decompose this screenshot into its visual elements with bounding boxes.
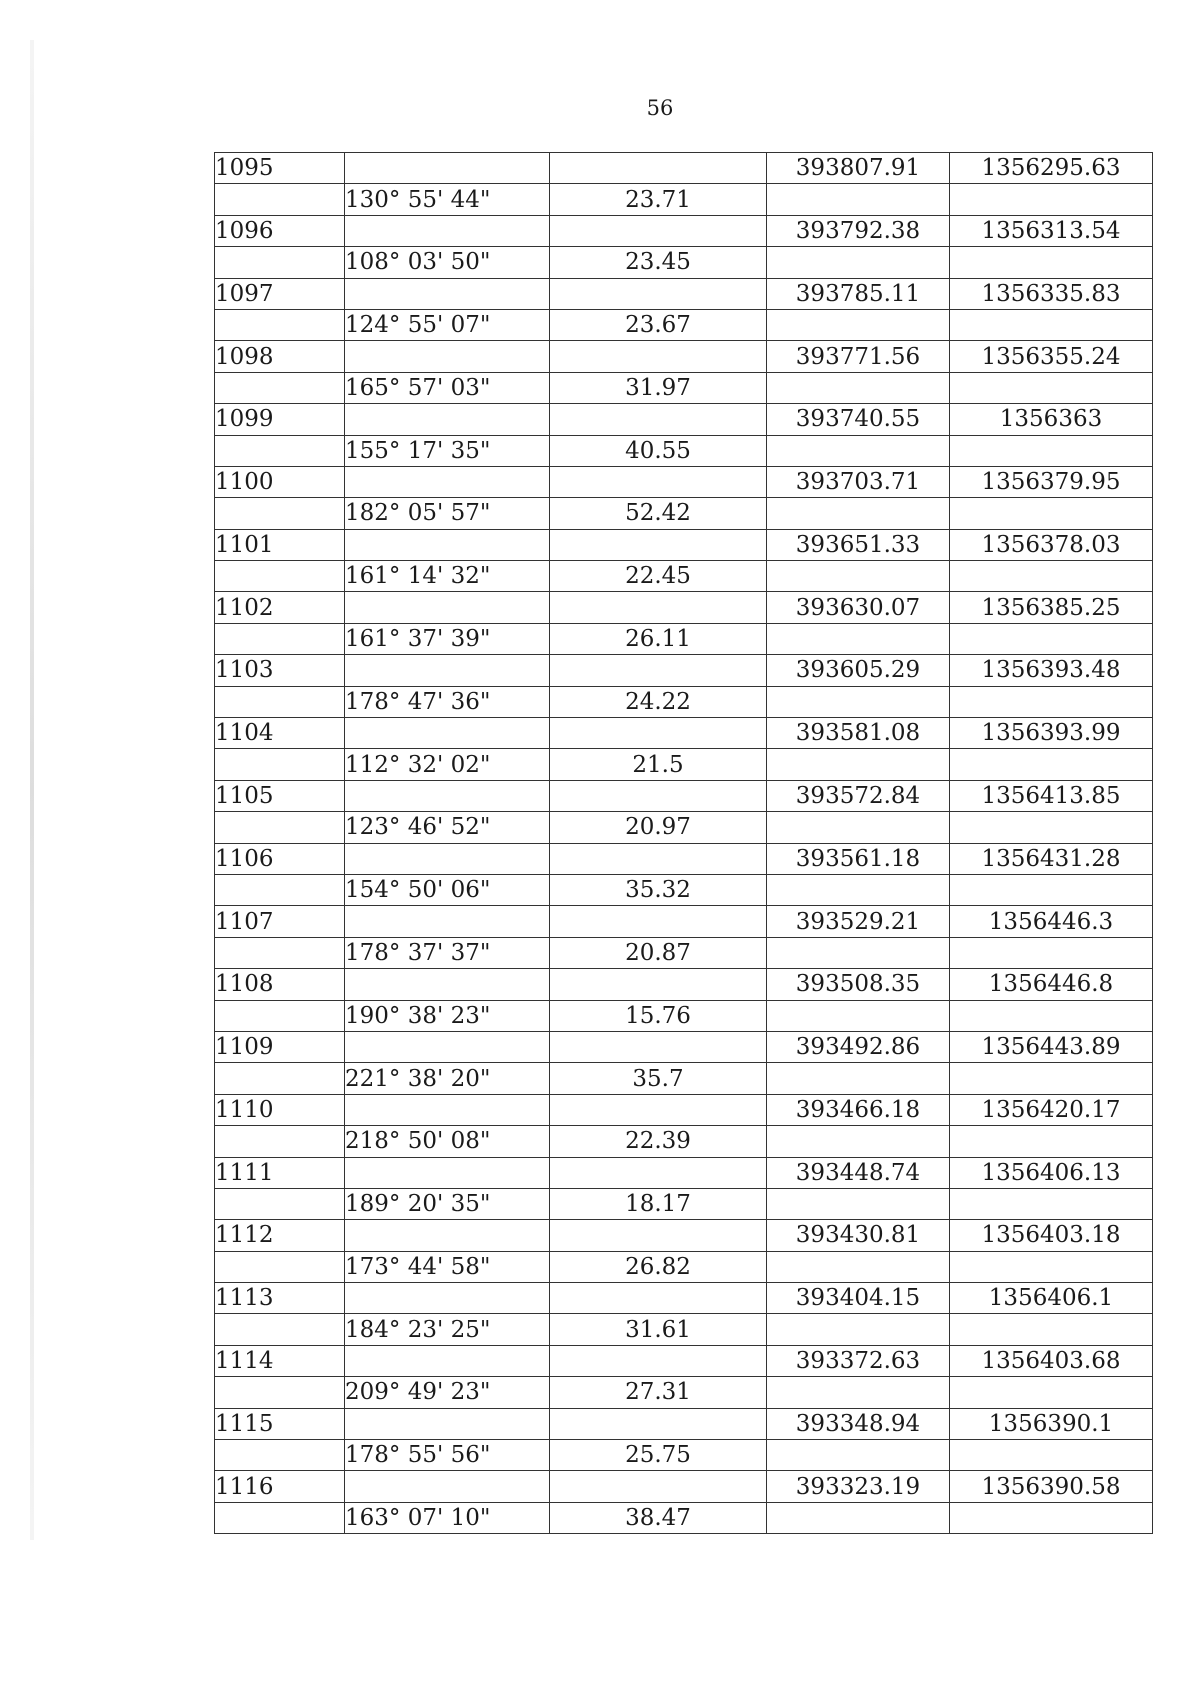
easting-cell bbox=[950, 623, 1153, 654]
table-row-traverse bbox=[215, 435, 1153, 466]
distance-cell bbox=[550, 592, 767, 623]
easting-cell: 1356406.13 bbox=[950, 1157, 1153, 1188]
table-row-traverse bbox=[215, 498, 1153, 529]
bearing-cell bbox=[345, 906, 550, 937]
distance-cell: 31.97 bbox=[550, 372, 767, 403]
point-cell bbox=[215, 874, 345, 905]
distance-cell: 25.75 bbox=[550, 1440, 767, 1471]
point-cell: 1098 bbox=[215, 341, 345, 372]
distance-cell bbox=[550, 1345, 767, 1376]
easting-cell bbox=[950, 686, 1153, 717]
distance-cell bbox=[550, 404, 767, 435]
point-cell: 1111 bbox=[215, 1157, 345, 1188]
bearing-cell bbox=[345, 1408, 550, 1439]
bearing-cell: 108° 03' 50" bbox=[345, 247, 550, 278]
point-cell bbox=[215, 1063, 345, 1094]
point-cell: 1109 bbox=[215, 1031, 345, 1062]
northing-cell bbox=[767, 812, 950, 843]
distance-cell bbox=[550, 655, 767, 686]
easting-cell: 1356446.8 bbox=[950, 969, 1153, 1000]
point-cell bbox=[215, 498, 345, 529]
point-cell bbox=[215, 561, 345, 592]
point-cell: 1102 bbox=[215, 592, 345, 623]
bearing-cell: 165° 57' 03" bbox=[345, 372, 550, 403]
easting-cell bbox=[950, 561, 1153, 592]
point-cell: 1099 bbox=[215, 404, 345, 435]
easting-cell: 1356378.03 bbox=[950, 529, 1153, 560]
table-row-station bbox=[215, 404, 1153, 435]
distance-cell bbox=[550, 278, 767, 309]
northing-cell: 393348.94 bbox=[767, 1408, 950, 1439]
easting-cell: 1356390.1 bbox=[950, 1408, 1153, 1439]
easting-cell: 1356393.99 bbox=[950, 718, 1153, 749]
table-row-traverse bbox=[215, 1377, 1153, 1408]
distance-cell: 35.32 bbox=[550, 874, 767, 905]
table-row-station bbox=[215, 969, 1153, 1000]
northing-cell: 393630.07 bbox=[767, 592, 950, 623]
easting-cell: 1356379.95 bbox=[950, 466, 1153, 497]
northing-cell bbox=[767, 1188, 950, 1219]
easting-cell: 1356393.48 bbox=[950, 655, 1153, 686]
point-cell bbox=[215, 247, 345, 278]
northing-cell bbox=[767, 184, 950, 215]
table-row-traverse bbox=[215, 561, 1153, 592]
bearing-cell bbox=[345, 529, 550, 560]
table-row-traverse bbox=[215, 812, 1153, 843]
point-cell: 1114 bbox=[215, 1345, 345, 1376]
table-row-traverse bbox=[215, 1126, 1153, 1157]
distance-cell bbox=[550, 843, 767, 874]
table-row-traverse bbox=[215, 874, 1153, 905]
point-cell bbox=[215, 1502, 345, 1533]
easting-cell: 1356335.83 bbox=[950, 278, 1153, 309]
distance-cell: 40.55 bbox=[550, 435, 767, 466]
northing-cell bbox=[767, 498, 950, 529]
northing-cell bbox=[767, 1314, 950, 1345]
table-row-station bbox=[215, 592, 1153, 623]
point-cell bbox=[215, 1000, 345, 1031]
distance-cell bbox=[550, 1157, 767, 1188]
point-cell bbox=[215, 435, 345, 466]
easting-cell: 1356443.89 bbox=[950, 1031, 1153, 1062]
bearing-cell bbox=[345, 592, 550, 623]
easting-cell: 1356403.68 bbox=[950, 1345, 1153, 1376]
distance-cell: 20.87 bbox=[550, 937, 767, 968]
distance-cell bbox=[550, 1094, 767, 1125]
easting-cell: 1356413.85 bbox=[950, 780, 1153, 811]
point-cell: 1101 bbox=[215, 529, 345, 560]
easting-cell bbox=[950, 184, 1153, 215]
point-cell: 1116 bbox=[215, 1471, 345, 1502]
distance-cell: 23.67 bbox=[550, 309, 767, 340]
bearing-cell: 123° 46' 52" bbox=[345, 812, 550, 843]
distance-cell: 38.47 bbox=[550, 1502, 767, 1533]
northing-cell bbox=[767, 435, 950, 466]
easting-cell bbox=[950, 1440, 1153, 1471]
table-row-traverse bbox=[215, 1063, 1153, 1094]
easting-cell bbox=[950, 1251, 1153, 1282]
distance-cell bbox=[550, 215, 767, 246]
bearing-cell bbox=[345, 1157, 550, 1188]
point-cell: 1105 bbox=[215, 780, 345, 811]
bearing-cell: 218° 50' 08" bbox=[345, 1126, 550, 1157]
northing-cell bbox=[767, 874, 950, 905]
bearing-cell: 209° 49' 23" bbox=[345, 1377, 550, 1408]
table-row-traverse bbox=[215, 1440, 1153, 1471]
distance-cell bbox=[550, 529, 767, 560]
table-row-station bbox=[215, 341, 1153, 372]
northing-cell bbox=[767, 561, 950, 592]
bearing-cell bbox=[345, 1283, 550, 1314]
easting-cell: 1356313.54 bbox=[950, 215, 1153, 246]
table-row-station bbox=[215, 1283, 1153, 1314]
table-row-station bbox=[215, 780, 1153, 811]
northing-cell bbox=[767, 1377, 950, 1408]
easting-cell: 1356385.25 bbox=[950, 592, 1153, 623]
bearing-cell: 182° 05' 57" bbox=[345, 498, 550, 529]
table-row-traverse bbox=[215, 247, 1153, 278]
northing-cell: 393323.19 bbox=[767, 1471, 950, 1502]
bearing-cell bbox=[345, 1345, 550, 1376]
easting-cell bbox=[950, 1063, 1153, 1094]
northing-cell: 393785.11 bbox=[767, 278, 950, 309]
point-cell: 1100 bbox=[215, 466, 345, 497]
bearing-cell bbox=[345, 341, 550, 372]
distance-cell bbox=[550, 341, 767, 372]
point-cell bbox=[215, 623, 345, 654]
easting-cell: 1356295.63 bbox=[950, 153, 1153, 184]
distance-cell bbox=[550, 780, 767, 811]
northing-cell: 393404.15 bbox=[767, 1283, 950, 1314]
table-row-station bbox=[215, 529, 1153, 560]
bearing-cell bbox=[345, 718, 550, 749]
point-cell bbox=[215, 937, 345, 968]
point-cell: 1104 bbox=[215, 718, 345, 749]
bearing-cell: 154° 50' 06" bbox=[345, 874, 550, 905]
easting-cell bbox=[950, 247, 1153, 278]
distance-cell bbox=[550, 718, 767, 749]
bearing-cell: 112° 32' 02" bbox=[345, 749, 550, 780]
point-cell bbox=[215, 686, 345, 717]
bearing-cell: 221° 38' 20" bbox=[345, 1063, 550, 1094]
table-row-station bbox=[215, 215, 1153, 246]
bearing-cell: 163° 07' 10" bbox=[345, 1502, 550, 1533]
bearing-cell: 161° 14' 32" bbox=[345, 561, 550, 592]
bearing-cell bbox=[345, 780, 550, 811]
bearing-cell: 178° 47' 36" bbox=[345, 686, 550, 717]
bearing-cell bbox=[345, 215, 550, 246]
distance-cell: 26.11 bbox=[550, 623, 767, 654]
point-cell bbox=[215, 1188, 345, 1219]
bearing-cell: 130° 55' 44" bbox=[345, 184, 550, 215]
page-number: 56 bbox=[646, 96, 674, 120]
bearing-cell: 124° 55' 07" bbox=[345, 309, 550, 340]
distance-cell bbox=[550, 466, 767, 497]
point-cell: 1106 bbox=[215, 843, 345, 874]
distance-cell: 22.45 bbox=[550, 561, 767, 592]
distance-cell: 23.45 bbox=[550, 247, 767, 278]
easting-cell bbox=[950, 1502, 1153, 1533]
distance-cell bbox=[550, 969, 767, 1000]
bearing-cell: 178° 37' 37" bbox=[345, 937, 550, 968]
distance-cell: 35.7 bbox=[550, 1063, 767, 1094]
table-row-traverse bbox=[215, 1502, 1153, 1533]
northing-cell bbox=[767, 749, 950, 780]
distance-cell: 21.5 bbox=[550, 749, 767, 780]
point-cell: 1095 bbox=[215, 153, 345, 184]
distance-cell bbox=[550, 906, 767, 937]
northing-cell: 393581.08 bbox=[767, 718, 950, 749]
table-row-station bbox=[215, 466, 1153, 497]
easting-cell bbox=[950, 372, 1153, 403]
northing-cell: 393466.18 bbox=[767, 1094, 950, 1125]
easting-cell bbox=[950, 749, 1153, 780]
bearing-cell: 161° 37' 39" bbox=[345, 623, 550, 654]
table-row-traverse bbox=[215, 749, 1153, 780]
table-row-station bbox=[215, 153, 1153, 184]
table-row-station bbox=[215, 718, 1153, 749]
point-cell bbox=[215, 1314, 345, 1345]
northing-cell bbox=[767, 372, 950, 403]
easting-cell bbox=[950, 309, 1153, 340]
northing-cell: 393703.71 bbox=[767, 466, 950, 497]
northing-cell bbox=[767, 247, 950, 278]
table-row-station bbox=[215, 906, 1153, 937]
northing-cell: 393771.56 bbox=[767, 341, 950, 372]
bearing-cell: 155° 17' 35" bbox=[345, 435, 550, 466]
table-row-traverse bbox=[215, 937, 1153, 968]
distance-cell bbox=[550, 1220, 767, 1251]
bearing-cell bbox=[345, 278, 550, 309]
easting-cell bbox=[950, 1377, 1153, 1408]
northing-cell: 393740.55 bbox=[767, 404, 950, 435]
easting-cell bbox=[950, 874, 1153, 905]
point-cell bbox=[215, 1377, 345, 1408]
point-cell bbox=[215, 749, 345, 780]
distance-cell: 23.71 bbox=[550, 184, 767, 215]
distance-cell: 27.31 bbox=[550, 1377, 767, 1408]
table-row-traverse bbox=[215, 1251, 1153, 1282]
distance-cell: 31.61 bbox=[550, 1314, 767, 1345]
bearing-cell bbox=[345, 655, 550, 686]
northing-cell: 393529.21 bbox=[767, 906, 950, 937]
point-cell bbox=[215, 1251, 345, 1282]
easting-cell: 1356446.3 bbox=[950, 906, 1153, 937]
easting-cell bbox=[950, 1126, 1153, 1157]
easting-cell bbox=[950, 937, 1153, 968]
distance-cell bbox=[550, 1408, 767, 1439]
northing-cell bbox=[767, 1502, 950, 1533]
northing-cell bbox=[767, 1440, 950, 1471]
point-cell: 1103 bbox=[215, 655, 345, 686]
table-row-station bbox=[215, 1345, 1153, 1376]
northing-cell bbox=[767, 1126, 950, 1157]
bearing-cell bbox=[345, 843, 550, 874]
northing-cell: 393651.33 bbox=[767, 529, 950, 560]
northing-cell bbox=[767, 309, 950, 340]
northing-cell: 393792.38 bbox=[767, 215, 950, 246]
survey-table-body bbox=[215, 153, 1153, 1534]
table-row-traverse bbox=[215, 686, 1153, 717]
point-cell: 1110 bbox=[215, 1094, 345, 1125]
bearing-cell: 184° 23' 25" bbox=[345, 1314, 550, 1345]
table-row-traverse bbox=[215, 184, 1153, 215]
table-row-station bbox=[215, 1031, 1153, 1062]
northing-cell bbox=[767, 1000, 950, 1031]
table-row-station bbox=[215, 1408, 1153, 1439]
northing-cell bbox=[767, 937, 950, 968]
easting-cell bbox=[950, 812, 1153, 843]
northing-cell bbox=[767, 1251, 950, 1282]
distance-cell bbox=[550, 1031, 767, 1062]
bearing-cell: 178° 55' 56" bbox=[345, 1440, 550, 1471]
point-cell bbox=[215, 184, 345, 215]
distance-cell: 15.76 bbox=[550, 1000, 767, 1031]
easting-cell: 1356363 bbox=[950, 404, 1153, 435]
bearing-cell bbox=[345, 1031, 550, 1062]
bearing-cell bbox=[345, 466, 550, 497]
point-cell: 1096 bbox=[215, 215, 345, 246]
table-row-station bbox=[215, 843, 1153, 874]
table-row-station bbox=[215, 278, 1153, 309]
northing-cell: 393448.74 bbox=[767, 1157, 950, 1188]
northing-cell: 393572.84 bbox=[767, 780, 950, 811]
easting-cell: 1356355.24 bbox=[950, 341, 1153, 372]
easting-cell: 1356420.17 bbox=[950, 1094, 1153, 1125]
distance-cell: 20.97 bbox=[550, 812, 767, 843]
point-cell bbox=[215, 309, 345, 340]
distance-cell: 52.42 bbox=[550, 498, 767, 529]
table-row-station bbox=[215, 1157, 1153, 1188]
bearing-cell: 190° 38' 23" bbox=[345, 1000, 550, 1031]
scan-edge-shadow bbox=[30, 40, 34, 1540]
bearing-cell: 173° 44' 58" bbox=[345, 1251, 550, 1282]
northing-cell bbox=[767, 623, 950, 654]
table-row-station bbox=[215, 1094, 1153, 1125]
northing-cell: 393807.91 bbox=[767, 153, 950, 184]
distance-cell bbox=[550, 1283, 767, 1314]
table-row-station bbox=[215, 1471, 1153, 1502]
northing-cell: 393372.63 bbox=[767, 1345, 950, 1376]
easting-cell: 1356431.28 bbox=[950, 843, 1153, 874]
easting-cell: 1356406.1 bbox=[950, 1283, 1153, 1314]
point-cell bbox=[215, 812, 345, 843]
table-row-traverse bbox=[215, 1188, 1153, 1219]
point-cell: 1097 bbox=[215, 278, 345, 309]
northing-cell: 393430.81 bbox=[767, 1220, 950, 1251]
bearing-cell bbox=[345, 404, 550, 435]
point-cell bbox=[215, 1126, 345, 1157]
table-row-traverse bbox=[215, 1000, 1153, 1031]
table-row-traverse bbox=[215, 623, 1153, 654]
northing-cell: 393492.86 bbox=[767, 1031, 950, 1062]
distance-cell bbox=[550, 153, 767, 184]
bearing-cell: 189° 20' 35" bbox=[345, 1188, 550, 1219]
table-row-traverse bbox=[215, 309, 1153, 340]
bearing-cell bbox=[345, 153, 550, 184]
point-cell: 1113 bbox=[215, 1283, 345, 1314]
distance-cell: 18.17 bbox=[550, 1188, 767, 1219]
easting-cell bbox=[950, 1000, 1153, 1031]
northing-cell bbox=[767, 686, 950, 717]
point-cell bbox=[215, 1440, 345, 1471]
easting-cell: 1356390.58 bbox=[950, 1471, 1153, 1502]
survey-coordinates-table bbox=[214, 152, 1153, 1534]
northing-cell bbox=[767, 1063, 950, 1094]
easting-cell: 1356403.18 bbox=[950, 1220, 1153, 1251]
bearing-cell bbox=[345, 1471, 550, 1502]
table-row-station bbox=[215, 1220, 1153, 1251]
bearing-cell bbox=[345, 1220, 550, 1251]
table-row-traverse bbox=[215, 1314, 1153, 1345]
easting-cell bbox=[950, 435, 1153, 466]
distance-cell: 22.39 bbox=[550, 1126, 767, 1157]
bearing-cell bbox=[345, 969, 550, 1000]
distance-cell: 24.22 bbox=[550, 686, 767, 717]
table-row-traverse bbox=[215, 372, 1153, 403]
bearing-cell bbox=[345, 1094, 550, 1125]
easting-cell bbox=[950, 1314, 1153, 1345]
table-row-station bbox=[215, 655, 1153, 686]
point-cell: 1108 bbox=[215, 969, 345, 1000]
point-cell: 1115 bbox=[215, 1408, 345, 1439]
point-cell: 1112 bbox=[215, 1220, 345, 1251]
point-cell bbox=[215, 372, 345, 403]
distance-cell bbox=[550, 1471, 767, 1502]
northing-cell: 393605.29 bbox=[767, 655, 950, 686]
easting-cell bbox=[950, 498, 1153, 529]
easting-cell bbox=[950, 1188, 1153, 1219]
distance-cell: 26.82 bbox=[550, 1251, 767, 1282]
northing-cell: 393508.35 bbox=[767, 969, 950, 1000]
point-cell: 1107 bbox=[215, 906, 345, 937]
northing-cell: 393561.18 bbox=[767, 843, 950, 874]
